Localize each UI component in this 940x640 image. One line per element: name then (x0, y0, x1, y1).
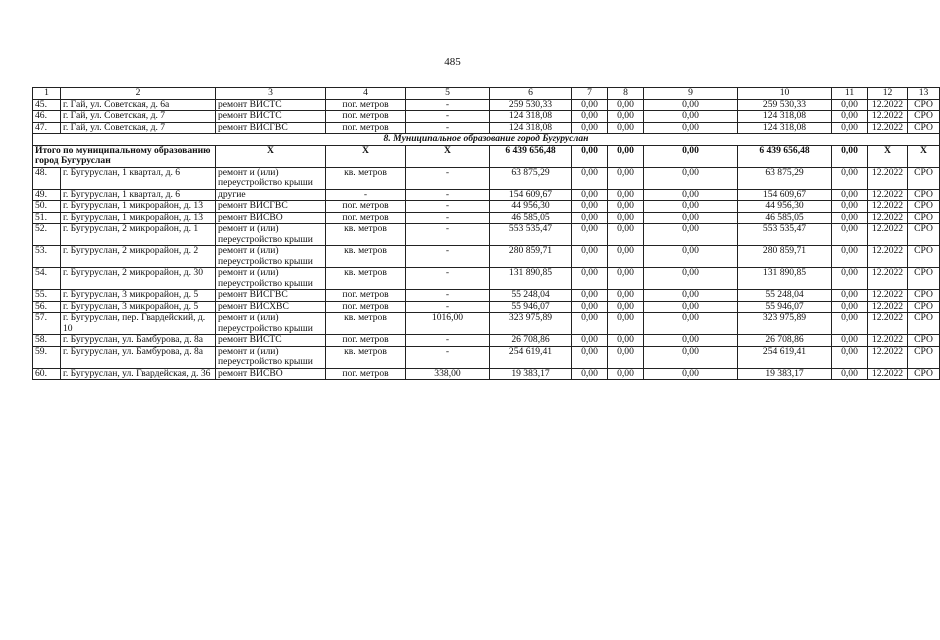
cell-qty: - (406, 335, 490, 347)
cell-address: г. Бугуруслан, 1 микрорайон, д. 13 (61, 201, 216, 213)
cell-c10: 154 609,67 (738, 189, 832, 201)
cell-work: ремонт и (или) переустройство крыши (216, 313, 326, 335)
column-number-cell: 11 (832, 88, 868, 100)
cell-c11: 0,00 (832, 189, 868, 201)
cell-unit: пог. метров (326, 212, 406, 224)
page-number: 485 (444, 56, 461, 68)
cell-c13: СРО (908, 201, 940, 213)
cell-c8: 0,00 (608, 301, 644, 313)
cell-sum: 259 530,33 (490, 99, 572, 111)
cell-c11: 0,00 (832, 224, 868, 246)
cell-c10: 124 318,08 (738, 111, 832, 123)
cell-address: г. Бугуруслан, 2 микрорайон, д. 30 (61, 268, 216, 290)
cell-sum: 124 318,08 (490, 111, 572, 123)
cell-address: г. Бугуруслан, пер. Гвардейский, д. 10 (61, 313, 216, 335)
cell-c12: 12.2022 (868, 268, 908, 290)
total-cell-c4: Х (326, 145, 406, 167)
cell-c11: 0,00 (832, 212, 868, 224)
column-number-cell: 5 (406, 88, 490, 100)
column-number-cell: 6 (490, 88, 572, 100)
cell-c11: 0,00 (832, 301, 868, 313)
cell-c12: 12.2022 (868, 335, 908, 347)
cell-address: г. Бугуруслан, 1 квартал, д. 6 (61, 167, 216, 189)
cell-c9: 0,00 (644, 167, 738, 189)
cell-c7: 0,00 (572, 246, 608, 268)
cell-c10: 44 956,30 (738, 201, 832, 213)
column-number-cell: 2 (61, 88, 216, 100)
cell-c7: 0,00 (572, 268, 608, 290)
cell-c9: 0,00 (644, 313, 738, 335)
table-row (33, 224, 940, 246)
column-number-cell: 7 (572, 88, 608, 100)
total-cell-c11: 0,00 (832, 145, 868, 167)
cell-c13: СРО (908, 224, 940, 246)
cell-c9: 0,00 (644, 201, 738, 213)
cell-n: 58. (33, 335, 61, 347)
cell-c9: 0,00 (644, 189, 738, 201)
cell-unit: пог. метров (326, 368, 406, 380)
cell-unit: пог. метров (326, 111, 406, 123)
cell-c7: 0,00 (572, 368, 608, 380)
cell-c13: СРО (908, 212, 940, 224)
cell-c10: 254 619,41 (738, 346, 832, 368)
cell-c11: 0,00 (832, 111, 868, 123)
cell-work: ремонт ВИСТС (216, 111, 326, 123)
cell-c12: 12.2022 (868, 313, 908, 335)
cell-address: г. Бугуруслан, 1 квартал, д. 6 (61, 189, 216, 201)
cell-c10: 55 946,07 (738, 301, 832, 313)
table-row (33, 335, 940, 347)
cell-c13: СРО (908, 189, 940, 201)
cell-qty: - (406, 111, 490, 123)
total-cell-c3: Х (216, 145, 326, 167)
cell-c8: 0,00 (608, 111, 644, 123)
cell-c8: 0,00 (608, 368, 644, 380)
table-row (33, 346, 940, 368)
cell-c11: 0,00 (832, 167, 868, 189)
cell-address: г. Бугуруслан, 2 микрорайон, д. 2 (61, 246, 216, 268)
cell-c10: 124 318,08 (738, 122, 832, 134)
cell-n: 54. (33, 268, 61, 290)
cell-c12: 12.2022 (868, 122, 908, 134)
total-cell-c5: Х (406, 145, 490, 167)
cell-sum: 55 248,04 (490, 290, 572, 302)
cell-n: 48. (33, 167, 61, 189)
cell-address: г. Бугуруслан, 3 микрорайон, д. 5 (61, 290, 216, 302)
cell-qty: 338,00 (406, 368, 490, 380)
cell-c12: 12.2022 (868, 212, 908, 224)
cell-n: 56. (33, 301, 61, 313)
cell-c9: 0,00 (644, 224, 738, 246)
cell-sum: 55 946,07 (490, 301, 572, 313)
total-cell-c7: 0,00 (572, 145, 608, 167)
cell-c13: СРО (908, 268, 940, 290)
cell-sum: 63 875,29 (490, 167, 572, 189)
cell-c8: 0,00 (608, 189, 644, 201)
cell-address: г. Бугуруслан, 3 микрорайон, д. 5 (61, 301, 216, 313)
cell-c13: СРО (908, 246, 940, 268)
cell-c8: 0,00 (608, 122, 644, 134)
cell-c10: 131 890,85 (738, 268, 832, 290)
cell-qty: - (406, 201, 490, 213)
table-row (33, 189, 940, 201)
table-row (33, 122, 940, 134)
cell-n: 45. (33, 99, 61, 111)
total-cell-c8: 0,00 (608, 145, 644, 167)
cell-c9: 0,00 (644, 111, 738, 123)
total-cell-c10: 6 439 656,48 (738, 145, 832, 167)
cell-address: г. Гай, ул. Советская, д. 6а (61, 99, 216, 111)
cell-c11: 0,00 (832, 122, 868, 134)
cell-unit: кв. метров (326, 268, 406, 290)
cell-c12: 12.2022 (868, 167, 908, 189)
cell-address: г. Гай, ул. Советская, д. 7 (61, 122, 216, 134)
cell-unit: пог. метров (326, 99, 406, 111)
cell-sum: 280 859,71 (490, 246, 572, 268)
cell-c9: 0,00 (644, 335, 738, 347)
cell-n: 47. (33, 122, 61, 134)
cell-work: ремонт ВИСГВС (216, 201, 326, 213)
cell-qty: - (406, 189, 490, 201)
total-row (33, 145, 940, 167)
total-cell-c9: 0,00 (644, 145, 738, 167)
cell-c11: 0,00 (832, 335, 868, 347)
repair-registry-table (32, 87, 940, 380)
cell-c8: 0,00 (608, 290, 644, 302)
table-row (33, 167, 940, 189)
cell-sum: 154 609,67 (490, 189, 572, 201)
cell-work: ремонт и (или) переустройство крыши (216, 167, 326, 189)
cell-c9: 0,00 (644, 268, 738, 290)
cell-work: ремонт и (или) переустройство крыши (216, 268, 326, 290)
cell-address: г. Бугуруслан, 1 микрорайон, д. 13 (61, 212, 216, 224)
total-label: Итого по муниципальному образованию город Бугуруслан (33, 145, 216, 167)
cell-n: 53. (33, 246, 61, 268)
cell-sum: 254 619,41 (490, 346, 572, 368)
cell-c8: 0,00 (608, 335, 644, 347)
cell-sum: 124 318,08 (490, 122, 572, 134)
table-row (33, 99, 940, 111)
cell-c10: 553 535,47 (738, 224, 832, 246)
cell-c13: СРО (908, 290, 940, 302)
cell-c9: 0,00 (644, 368, 738, 380)
cell-c8: 0,00 (608, 201, 644, 213)
cell-qty: - (406, 122, 490, 134)
cell-qty: - (406, 301, 490, 313)
cell-unit: кв. метров (326, 313, 406, 335)
cell-c8: 0,00 (608, 99, 644, 111)
table-body (33, 88, 940, 380)
cell-c12: 12.2022 (868, 201, 908, 213)
cell-c11: 0,00 (832, 246, 868, 268)
column-number-cell: 8 (608, 88, 644, 100)
cell-n: 46. (33, 111, 61, 123)
cell-c7: 0,00 (572, 313, 608, 335)
cell-unit: кв. метров (326, 224, 406, 246)
column-number-cell: 10 (738, 88, 832, 100)
cell-work: другие (216, 189, 326, 201)
cell-work: ремонт ВИСГВС (216, 122, 326, 134)
table-row (33, 201, 940, 213)
cell-c7: 0,00 (572, 122, 608, 134)
cell-n: 52. (33, 224, 61, 246)
cell-sum: 131 890,85 (490, 268, 572, 290)
cell-c7: 0,00 (572, 290, 608, 302)
cell-work: ремонт и (или) переустройство крыши (216, 346, 326, 368)
cell-c11: 0,00 (832, 290, 868, 302)
cell-c9: 0,00 (644, 122, 738, 134)
cell-unit: - (326, 189, 406, 201)
cell-c8: 0,00 (608, 268, 644, 290)
cell-work: ремонт ВИСВО (216, 212, 326, 224)
cell-c13: СРО (908, 111, 940, 123)
table-row (33, 301, 940, 313)
cell-qty: - (406, 167, 490, 189)
cell-c13: СРО (908, 301, 940, 313)
cell-work: ремонт ВИСТС (216, 335, 326, 347)
cell-c12: 12.2022 (868, 111, 908, 123)
cell-c7: 0,00 (572, 224, 608, 246)
cell-c12: 12.2022 (868, 290, 908, 302)
cell-c7: 0,00 (572, 201, 608, 213)
cell-c7: 0,00 (572, 346, 608, 368)
cell-c12: 12.2022 (868, 246, 908, 268)
total-cell-c13: Х (908, 145, 940, 167)
cell-c13: СРО (908, 368, 940, 380)
cell-c13: СРО (908, 99, 940, 111)
cell-c12: 12.2022 (868, 224, 908, 246)
cell-work: ремонт ВИСВО (216, 368, 326, 380)
cell-c11: 0,00 (832, 268, 868, 290)
cell-c12: 12.2022 (868, 189, 908, 201)
cell-c9: 0,00 (644, 346, 738, 368)
cell-c13: СРО (908, 167, 940, 189)
column-number-cell: 4 (326, 88, 406, 100)
cell-address: г. Бугуруслан, ул. Бамбурова, д. 8а (61, 335, 216, 347)
cell-unit: пог. метров (326, 122, 406, 134)
cell-address: г. Бугуруслан, ул. Бамбурова, д. 8а (61, 346, 216, 368)
column-number-cell: 13 (908, 88, 940, 100)
cell-c10: 46 585,05 (738, 212, 832, 224)
cell-work: ремонт и (или) переустройство крыши (216, 224, 326, 246)
cell-c8: 0,00 (608, 224, 644, 246)
column-number-cell: 12 (868, 88, 908, 100)
cell-n: 49. (33, 189, 61, 201)
cell-c13: СРО (908, 313, 940, 335)
table-row (33, 290, 940, 302)
cell-sum: 46 585,05 (490, 212, 572, 224)
cell-c10: 55 248,04 (738, 290, 832, 302)
cell-c12: 12.2022 (868, 346, 908, 368)
cell-c11: 0,00 (832, 313, 868, 335)
cell-c8: 0,00 (608, 212, 644, 224)
cell-c12: 12.2022 (868, 99, 908, 111)
table-row (33, 268, 940, 290)
cell-work: ремонт ВИСТС (216, 99, 326, 111)
cell-c8: 0,00 (608, 346, 644, 368)
cell-work: ремонт ВИСГВС (216, 290, 326, 302)
cell-n: 55. (33, 290, 61, 302)
cell-c13: СРО (908, 335, 940, 347)
cell-c8: 0,00 (608, 313, 644, 335)
cell-c10: 26 708,86 (738, 335, 832, 347)
cell-sum: 26 708,86 (490, 335, 572, 347)
cell-c11: 0,00 (832, 201, 868, 213)
cell-qty: - (406, 268, 490, 290)
cell-c10: 323 975,89 (738, 313, 832, 335)
cell-c9: 0,00 (644, 212, 738, 224)
table-row (33, 246, 940, 268)
cell-unit: пог. метров (326, 290, 406, 302)
cell-c8: 0,00 (608, 167, 644, 189)
section-title-row (33, 134, 940, 146)
table-row (33, 111, 940, 123)
cell-unit: пог. метров (326, 201, 406, 213)
cell-c7: 0,00 (572, 111, 608, 123)
cell-c13: СРО (908, 346, 940, 368)
cell-c9: 0,00 (644, 246, 738, 268)
cell-c7: 0,00 (572, 189, 608, 201)
cell-unit: кв. метров (326, 167, 406, 189)
section-title: 8. Муниципальное образование город Бугуруслан (33, 134, 940, 146)
cell-n: 57. (33, 313, 61, 335)
cell-qty: - (406, 290, 490, 302)
cell-c9: 0,00 (644, 290, 738, 302)
cell-unit: кв. метров (326, 346, 406, 368)
cell-n: 60. (33, 368, 61, 380)
cell-sum: 44 956,30 (490, 201, 572, 213)
table-row (33, 313, 940, 335)
cell-work: ремонт и (или) переустройство крыши (216, 246, 326, 268)
cell-sum: 323 975,89 (490, 313, 572, 335)
cell-qty: - (406, 246, 490, 268)
cell-c12: 12.2022 (868, 368, 908, 380)
cell-c7: 0,00 (572, 301, 608, 313)
cell-n: 50. (33, 201, 61, 213)
cell-c9: 0,00 (644, 301, 738, 313)
column-number-row (33, 88, 940, 100)
cell-c11: 0,00 (832, 368, 868, 380)
cell-address: г. Бугуруслан, 2 микрорайон, д. 1 (61, 224, 216, 246)
cell-work: ремонт ВИСХВС (216, 301, 326, 313)
cell-qty: 1016,00 (406, 313, 490, 335)
cell-c10: 63 875,29 (738, 167, 832, 189)
column-number-cell: 9 (644, 88, 738, 100)
cell-c7: 0,00 (572, 335, 608, 347)
table-row (33, 368, 940, 380)
cell-c11: 0,00 (832, 99, 868, 111)
cell-c12: 12.2022 (868, 301, 908, 313)
cell-sum: 19 383,17 (490, 368, 572, 380)
cell-qty: - (406, 346, 490, 368)
total-cell-c12: Х (868, 145, 908, 167)
cell-c7: 0,00 (572, 167, 608, 189)
column-number-cell: 3 (216, 88, 326, 100)
cell-sum: 553 535,47 (490, 224, 572, 246)
cell-unit: пог. метров (326, 301, 406, 313)
cell-address: г. Бугуруслан, ул. Гвардейская, д. 36 (61, 368, 216, 380)
cell-c7: 0,00 (572, 212, 608, 224)
cell-c10: 259 530,33 (738, 99, 832, 111)
cell-qty: - (406, 212, 490, 224)
cell-c7: 0,00 (572, 99, 608, 111)
cell-qty: - (406, 99, 490, 111)
cell-c11: 0,00 (832, 346, 868, 368)
cell-c9: 0,00 (644, 99, 738, 111)
cell-c8: 0,00 (608, 246, 644, 268)
cell-n: 59. (33, 346, 61, 368)
cell-unit: пог. метров (326, 335, 406, 347)
total-cell-sum: 6 439 656,48 (490, 145, 572, 167)
cell-c13: СРО (908, 122, 940, 134)
cell-address: г. Гай, ул. Советская, д. 7 (61, 111, 216, 123)
cell-unit: кв. метров (326, 246, 406, 268)
column-number-cell: 1 (33, 88, 61, 100)
cell-qty: - (406, 224, 490, 246)
cell-n: 51. (33, 212, 61, 224)
table-row (33, 212, 940, 224)
cell-c10: 19 383,17 (738, 368, 832, 380)
cell-c10: 280 859,71 (738, 246, 832, 268)
